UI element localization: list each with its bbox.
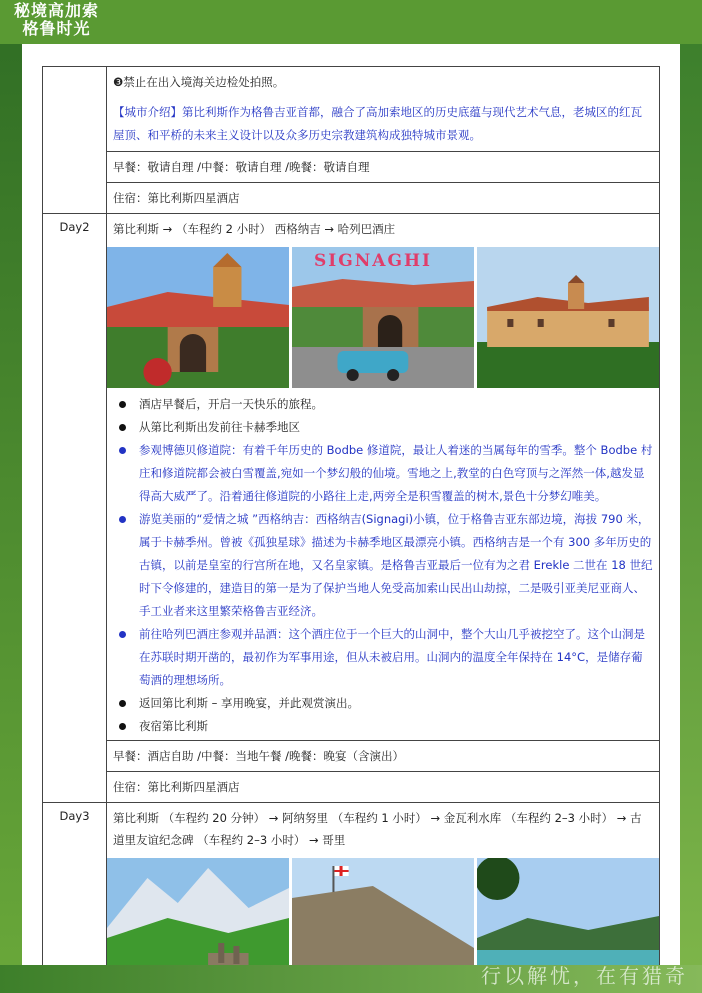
day2-row [43, 214, 660, 803]
activity-item-1: 酒店早餐后，开启一天快乐的旅程。 [113, 393, 653, 416]
day2-meals: 早餐：酒店自助 /中餐：当地午餐 /晚餐：晚宴（含演出） [107, 740, 659, 771]
photo-bodbe-monastery [107, 247, 289, 388]
day1-meals: 早餐：敬请自理 /中餐：敬请自理 /晚餐：敬请自理 [107, 151, 659, 182]
activity-item-winery: 前往哈列巴酒庄参观并品酒：这个酒庄位于一个巨大的山洞中，整个大山几乎被挖空了。这个山洞是在苏联时期开凿的，最初作为军事用途，但从未被启用。山洞内的温度全年保持在 14°C，是储存葡萄酒的理想场所。 [113, 623, 653, 692]
day1-rule: ❸禁止在出入境海关边检处拍照。 [113, 75, 285, 89]
watermark-text: 行以解忧，在有猎奇 [481, 964, 688, 988]
activity-item-2: 从第比利斯出发前往卡赫季地区 [113, 416, 653, 439]
day1-label-cell [43, 67, 107, 214]
day2-photos [107, 244, 659, 391]
day1-hotel: 住宿：第比利斯四星酒店 [107, 182, 659, 213]
activity-item-bodbe: 参观博德贝修道院：有着千年历史的 Bodbe 修道院，最让人着迷的当属每年的雪季。整个 Bodbe 村庄和修道院都会被白雪覆盖,宛如一个梦幻般的仙境。雪地之上,教堂的白色穹顶与之浑然一体,越发显得高大威严了。沿着通往修道院的小路往上走,两旁全是积雪覆盖的树木,景色十分梦幻唯美。 [113, 439, 653, 508]
top-banner [0, 0, 702, 44]
day2-hotel: 住宿：第比利斯四星酒店 [107, 771, 659, 802]
itinerary-table [42, 66, 660, 993]
photo-caption: SIGNAGHI [314, 251, 433, 271]
itinerary-page [22, 44, 680, 965]
right-border [680, 0, 702, 993]
day2-content [107, 214, 660, 803]
activity-item-overnight: 夜宿第比利斯 [113, 715, 653, 738]
activity-item-return: 返回第比利斯 – 享用晚宴，并此观赏演出。 [113, 692, 653, 715]
activity-item-signaghi: 游览美丽的“爱情之城 ”西格纳吉：西格纳吉(Signagi)小镇，位于格鲁吉亚东部边境，海拔 790 米，属于卡赫季州。曾被《孤独星球》描述为卡赫季地区最漂亮小镇。西格纳吉是一个有 300 多年历史的古镇，以前是皇室的行宫所在地，又名皇家镇。是格鲁吉亚最后一位有为之君 Erekle 二世在 18 世纪时下令修建的，建造目的第一是为了保护当地人免受高加索山民出山劫掠，二是吸引亚美尼亚商人、手工业者来这里繁荣格鲁吉亚经济。 [113, 508, 653, 623]
photo-kakheti-town [477, 247, 659, 388]
day1-row [43, 67, 660, 214]
day2-label: Day2 [43, 214, 107, 803]
day1-content [107, 67, 660, 214]
brand-line-1: 秘境高加索 [14, 1, 100, 20]
brand-logo [14, 2, 99, 38]
photo-signaghi [292, 247, 474, 388]
day3-route: 第比利斯 （车程约 20 分钟） → 阿纳努里 （车程约 1 小时） → 金瓦利水库 （车程约 2–3 小时） → 古道里友谊纪念碑 （车程约 2–3 小时） → 哥里 [113, 811, 642, 847]
left-border [0, 0, 22, 993]
brand-line-2: 格鲁时光 [22, 19, 91, 38]
city-intro: 【城市介绍】第比利斯作为格鲁吉亚首都，融合了高加索地区的历史底蕴与现代艺术气息，老城区的红瓦屋顶、和平桥的未来主义设计以及众多历史宗教建筑构成独特城市景观。 [113, 105, 642, 142]
day2-activities [107, 391, 659, 740]
day2-route: 第比利斯 → （车程约 2 小时） 西格纳吉 → 哈列巴酒庄 [113, 222, 396, 236]
day3-label: Day3 [43, 803, 107, 993]
